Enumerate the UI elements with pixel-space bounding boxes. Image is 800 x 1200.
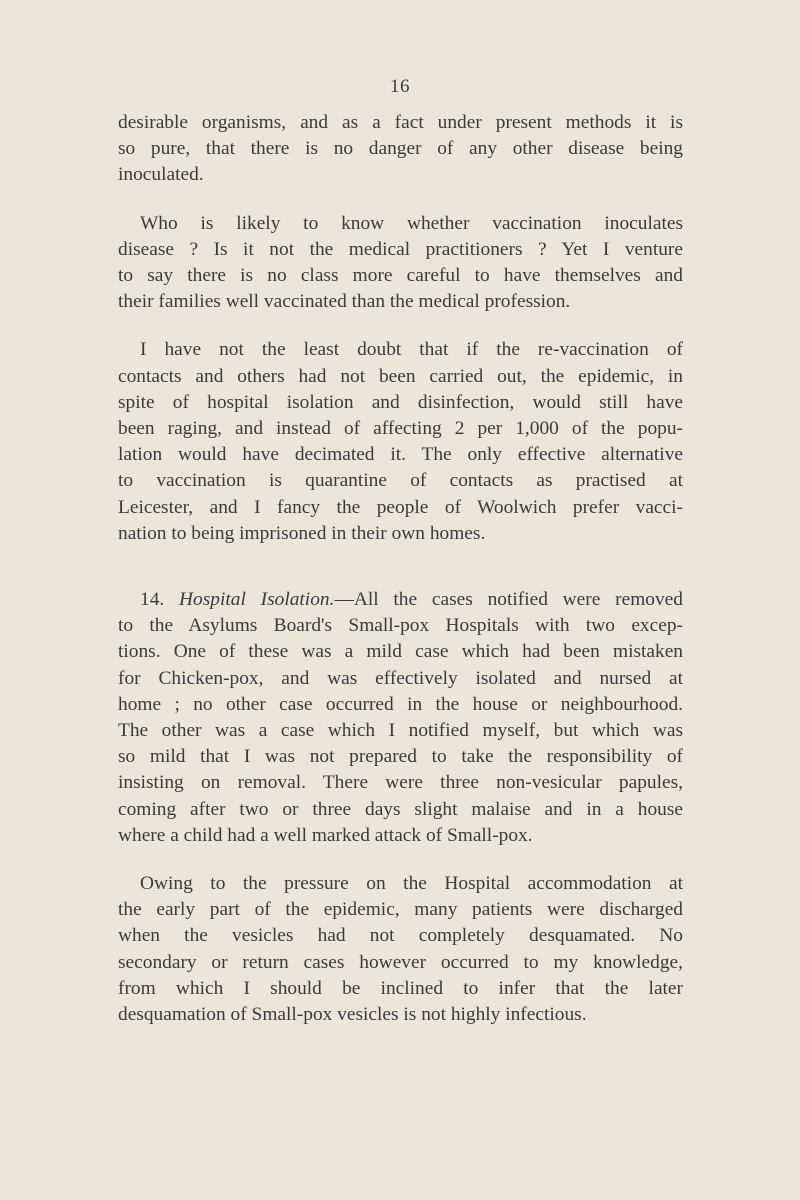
paragraph-3 — [118, 337, 683, 547]
paragraph-line: so pure, that there is no danger of any other disease being — [118, 138, 683, 160]
paragraph-line: I have not the least doubt that if the re-vaccination of — [140, 339, 683, 361]
paragraph-line: desquamation of Small-pox vesicles is not highly infectious. — [118, 1004, 587, 1026]
paragraph-line: spite of hospital isolation and disinfection, would still have — [118, 391, 683, 413]
paragraph-5 — [118, 871, 683, 1028]
paragraph-line: to vaccination is quarantine of contacts as practised at — [118, 470, 683, 492]
section-heading-continuation: —All the cases notified were removed — [334, 589, 683, 611]
paragraph-line: for Chicken-pox, and was effectively isolated and nursed at — [118, 667, 683, 689]
paragraph-line: when the vesicles had not completely desquamated. No — [118, 925, 683, 947]
section-heading: Hospital Isolation. — [179, 589, 335, 611]
body-text — [118, 110, 683, 1028]
paragraph-line: lation would have decimated it. The only effective alternative — [118, 444, 683, 466]
paragraph-line: disease ? Is it not the medical practitioners ? Yet I venture — [118, 238, 683, 260]
paragraph-line: insisting on removal. There were three non-vesicular papules, — [118, 772, 683, 794]
paragraph-line: been raging, and instead of affecting 2 per 1,000 of the popu- — [118, 418, 683, 440]
page-number: 16 — [390, 76, 410, 97]
paragraph-line: secondary or return cases however occurred to my knowledge, — [118, 951, 683, 973]
paragraph-line: where a child had a well marked attack of Small-pox. — [118, 824, 533, 846]
paragraph-line: Leicester, and I fancy the people of Woolwich prefer vacci- — [118, 496, 683, 518]
section-number: 14. — [140, 589, 165, 611]
paragraph-line: coming after two or three days slight malaise and in a house — [118, 798, 683, 820]
paragraph-line: desirable organisms, and as a fact under present methods it is — [118, 112, 683, 133]
paragraph-line: their families well vaccinated than the medical profession. — [118, 291, 571, 313]
paragraph-line: to say there is no class more careful to have themselves and — [118, 265, 683, 287]
section-14-paragraph — [118, 587, 683, 849]
paragraph-line: from which I should be inclined to infer that the later — [118, 977, 683, 999]
paragraph-line: the early part of the epidemic, many patients were discharged — [118, 899, 683, 921]
paragraph-line: tions. One of these was a mild case which had been mistaken — [118, 641, 683, 663]
paragraph-line: home ; no other case occurred in the house or neighbourhood. — [118, 693, 683, 715]
paragraph-line: so mild that I was not prepared to take the responsibility of — [118, 746, 683, 768]
paragraph-line: to the Asylums Board's Small-pox Hospitals with two excep- — [118, 615, 683, 637]
paragraph-1 — [118, 110, 683, 189]
paragraph-line: inoculated. — [118, 164, 204, 186]
paragraph-line: Who is likely to know whether vaccination inoculates — [140, 212, 683, 234]
paragraph-line: contacts and others had not been carried out, the epidemic, in — [118, 365, 683, 387]
section-heading-line — [118, 587, 683, 613]
paragraph-line: The other was a case which I notified myself, but which was — [118, 720, 683, 742]
paragraph-line: nation to being imprisoned in their own homes. — [118, 522, 486, 544]
paragraph-2 — [118, 211, 683, 316]
paragraph-line: Owing to the pressure on the Hospital accommodation at — [140, 873, 683, 895]
